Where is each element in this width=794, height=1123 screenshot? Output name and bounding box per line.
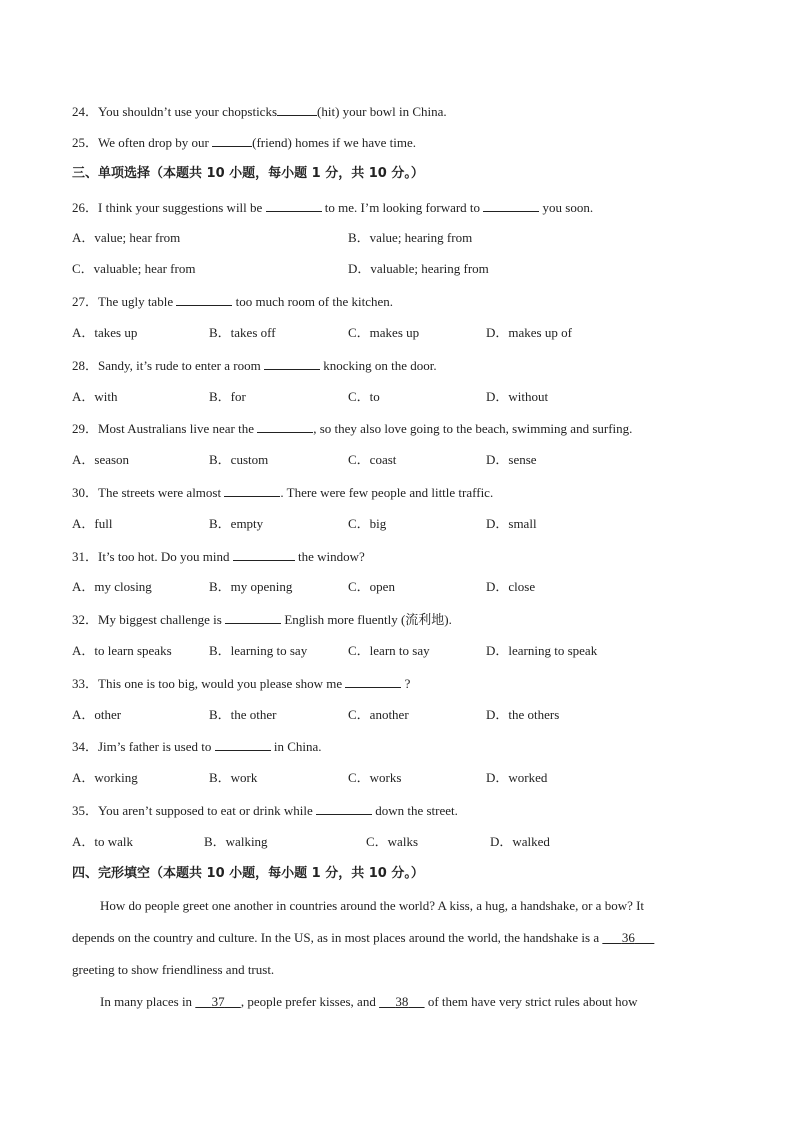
- option-d: D．walked: [490, 834, 550, 849]
- question-28: [72, 357, 734, 374]
- question-stem-post: English more fluently (流利地).: [281, 612, 452, 627]
- question-stem-pre: 34．Jim’s father is used to: [72, 739, 215, 754]
- option-d: D．sense: [486, 452, 537, 467]
- answer-blank: [176, 293, 232, 306]
- question-stem-pre: 32．My biggest challenge is: [72, 612, 226, 627]
- question-32: [72, 611, 734, 628]
- option-a: A．season: [72, 452, 130, 467]
- option-b: B．takes off: [209, 325, 276, 340]
- cloze-blank-38: 38: [395, 994, 409, 1009]
- question-stem-pre: 31．It’s too hot. Do you mind: [72, 549, 233, 564]
- question-25: [72, 134, 734, 151]
- question-34: [72, 738, 734, 755]
- answer-blank: [345, 675, 401, 688]
- option-b: B．value; hearing from: [348, 230, 473, 245]
- passage-line: How do people greet one another in countries around the world? A kiss, a hug, a handshake, or a bow? It: [100, 898, 645, 913]
- question-stem-post: in China.: [270, 739, 322, 754]
- question-stem-post: , so they also love going to the beach, swimming and surfing.: [313, 421, 633, 436]
- option-c: C．to: [348, 389, 380, 404]
- option-a: A．to walk: [72, 834, 134, 849]
- question-stem-post: the window?: [294, 549, 365, 564]
- question-stem-mid: to me. I’m looking forward to: [321, 200, 484, 215]
- question-24-text-pre: 24．You shouldn’t use your chopsticks: [72, 104, 278, 119]
- option-d: D．close: [486, 579, 536, 594]
- answer-blank: [225, 611, 281, 624]
- option-d: D．the others: [486, 707, 560, 722]
- cloze-blank-37: 37: [211, 994, 225, 1009]
- option-c: C．makes up: [348, 325, 420, 340]
- passage-text: , people prefer kisses, and: [240, 994, 380, 1009]
- answer-blank: [277, 103, 317, 116]
- option-a: A．with: [72, 389, 118, 404]
- option-c: C．coast: [348, 452, 397, 467]
- question-stem-post: knocking on the door.: [319, 358, 437, 373]
- option-b: B．my opening: [209, 579, 293, 594]
- option-b: B．empty: [209, 516, 264, 531]
- option-d: D．valuable; hearing from: [348, 261, 489, 276]
- passage-line: [72, 930, 727, 946]
- cloze-blank-36: 36: [621, 930, 635, 945]
- passage-line: greeting to show friendliness and trust.: [72, 962, 275, 977]
- question-stem-pre: 27．The ugly table: [72, 294, 177, 309]
- section-heading-multiple-choice: 三、单项选择（本题共 10 小题，每小题 1 分，共 10 分。）: [72, 166, 424, 181]
- option-d: D．learning to speak: [486, 643, 598, 658]
- option-c: C．learn to say: [348, 643, 430, 658]
- question-stem-pre: 29．Most Australians live near the: [72, 421, 258, 436]
- question-25-text-post: (friend) homes if we have time.: [252, 135, 417, 150]
- option-b: B．for: [209, 389, 246, 404]
- question-35: [72, 802, 734, 819]
- option-c: C．open: [348, 579, 395, 594]
- option-a: A．takes up: [72, 325, 138, 340]
- answer-blank: [233, 548, 295, 561]
- question-stem-post: ?: [401, 676, 411, 691]
- option-d: D．small: [486, 516, 537, 531]
- question-26: [72, 199, 734, 216]
- option-a: A．working: [72, 770, 138, 785]
- option-b: B．learning to say: [209, 643, 308, 658]
- passage-text: In many places in: [100, 994, 196, 1009]
- answer-blank: [266, 199, 322, 212]
- passage-text: depends on the country and culture. In the US, as in most places around the world, the handshake is a: [72, 930, 603, 945]
- option-c: C．big: [348, 516, 387, 531]
- answer-blank: [215, 738, 271, 751]
- question-30: [72, 484, 734, 501]
- passage-text: of them have very strict rules about how: [424, 994, 638, 1009]
- option-d: D．makes up of: [486, 325, 572, 340]
- option-b: B．walking: [204, 834, 268, 849]
- option-c: C．walks: [366, 834, 419, 849]
- option-d: D．without: [486, 389, 549, 404]
- question-24-text-post: (hit) your bowl in China.: [317, 104, 447, 119]
- question-stem-post: down the street.: [371, 803, 458, 818]
- answer-blank: [257, 420, 313, 433]
- question-stem-pre: 33．This one is too big, would you please show me: [72, 676, 346, 691]
- section-heading-cloze: 四、完形填空（本题共 10 小题，每小题 1 分，共 10 分。）: [72, 866, 424, 881]
- question-25-text-pre: 25．We often drop by our: [72, 135, 213, 150]
- option-a: A．full: [72, 516, 113, 531]
- question-stem-pre: 28．Sandy, it’s rude to enter a room: [72, 358, 264, 373]
- question-31: [72, 548, 734, 565]
- answer-blank: [264, 357, 320, 370]
- option-c: C．valuable; hear from: [72, 261, 196, 276]
- option-c: C．another: [348, 707, 409, 722]
- option-c: C．works: [348, 770, 402, 785]
- question-stem-pre: 35．You aren’t supposed to eat or drink while: [72, 803, 316, 818]
- answer-blank: [224, 484, 280, 497]
- question-33: [72, 675, 734, 692]
- question-24: [72, 103, 734, 120]
- option-b: B．work: [209, 770, 258, 785]
- answer-blank: [316, 802, 372, 815]
- answer-blank: [212, 134, 252, 147]
- question-27: [72, 293, 734, 310]
- question-stem-post: too much room of the kitchen.: [232, 294, 394, 309]
- option-b: B．the other: [209, 707, 277, 722]
- option-a: A．value; hear from: [72, 230, 181, 245]
- option-a: A．other: [72, 707, 122, 722]
- option-b: B．custom: [209, 452, 269, 467]
- question-29: [72, 420, 734, 437]
- answer-blank: [483, 199, 539, 212]
- question-stem-pre: 30．The streets were almost: [72, 485, 225, 500]
- option-a: A．my closing: [72, 579, 152, 594]
- option-d: D．worked: [486, 770, 548, 785]
- question-stem-pre: 26．I think your suggestions will be: [72, 200, 266, 215]
- question-stem-post: . There were few people and little traffic.: [280, 485, 494, 500]
- option-a: A．to learn speaks: [72, 643, 172, 658]
- passage-line: [72, 994, 727, 1010]
- question-stem-post: you soon.: [539, 200, 594, 215]
